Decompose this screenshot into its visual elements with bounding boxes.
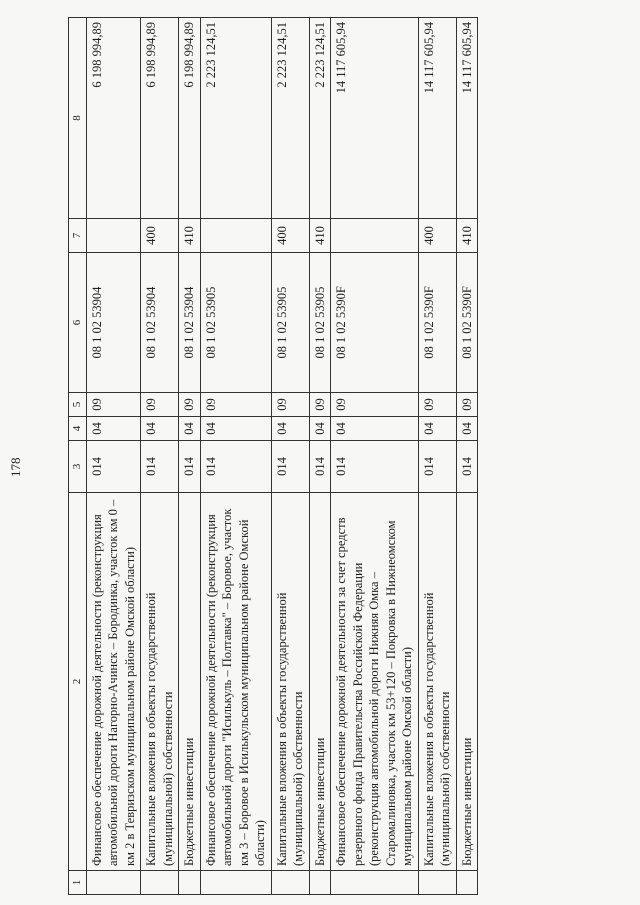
item-name-cell: Финансовое обеспечение дорожной деятельности (реконструкция автомобильной дороги "Исилькуль – Полтавка" – Боровое, участок км 3 – Боровое в Исилькульском муниципальном районе Омской области) <box>200 493 271 871</box>
section-cell: 04 <box>179 417 201 441</box>
row-number-cell <box>309 871 331 895</box>
expense-type-cell: 400 <box>271 219 309 253</box>
admin-code-cell: 014 <box>331 441 419 493</box>
subsection-cell: 09 <box>200 393 271 417</box>
column-number: 8 <box>69 18 87 219</box>
row-number-cell <box>86 871 141 895</box>
page-number: 178 <box>8 457 23 477</box>
table-row <box>271 18 309 895</box>
section-cell: 04 <box>141 417 179 441</box>
table-row <box>200 18 271 895</box>
column-number: 4 <box>69 417 87 441</box>
row-number-cell <box>179 871 201 895</box>
subsection-cell: 09 <box>179 393 201 417</box>
amount-cell: 2 223 124,51 <box>309 18 331 219</box>
subsection-cell: 09 <box>309 393 331 417</box>
amount-cell: 14 117 605,94 <box>331 18 419 219</box>
row-number-cell <box>456 871 478 895</box>
subsection-cell: 09 <box>271 393 309 417</box>
budget-table <box>68 17 478 895</box>
item-name-cell: Капитальные вложения в объекты государственной (муниципальной) собственности <box>141 493 179 871</box>
row-number-cell <box>200 871 271 895</box>
admin-code-cell: 014 <box>141 441 179 493</box>
column-number: 1 <box>69 871 87 895</box>
admin-code-cell: 014 <box>200 441 271 493</box>
row-number-cell <box>271 871 309 895</box>
column-number: 7 <box>69 219 87 253</box>
expense-type-cell <box>86 219 141 253</box>
expense-type-cell <box>331 219 419 253</box>
subsection-cell: 09 <box>331 393 419 417</box>
amount-cell: 14 117 605,94 <box>418 18 456 219</box>
expense-type-cell: 400 <box>141 219 179 253</box>
table-row <box>418 18 456 895</box>
amount-cell: 6 198 994,89 <box>179 18 201 219</box>
expense-type-cell: 410 <box>179 219 201 253</box>
table-row <box>456 18 478 895</box>
admin-code-cell: 014 <box>271 441 309 493</box>
column-number: 5 <box>69 393 87 417</box>
subsection-cell: 09 <box>141 393 179 417</box>
target-article-cell: 08 1 02 53905 <box>271 253 309 393</box>
item-name-cell: Бюджетные инвестиции <box>309 493 331 871</box>
table-row <box>86 18 141 895</box>
table-row <box>179 18 201 895</box>
column-number: 2 <box>69 493 87 871</box>
row-number-cell <box>331 871 419 895</box>
target-article-cell: 08 1 02 5390F <box>418 253 456 393</box>
amount-cell: 2 223 124,51 <box>200 18 271 219</box>
admin-code-cell: 014 <box>179 441 201 493</box>
expense-type-cell: 400 <box>418 219 456 253</box>
table-row <box>309 18 331 895</box>
item-name-cell: Бюджетные инвестиции <box>456 493 478 871</box>
section-cell: 04 <box>331 417 419 441</box>
admin-code-cell: 014 <box>309 441 331 493</box>
admin-code-cell: 014 <box>456 441 478 493</box>
row-number-cell <box>141 871 179 895</box>
column-number: 6 <box>69 253 87 393</box>
section-cell: 04 <box>418 417 456 441</box>
target-article-cell: 08 1 02 5390F <box>331 253 419 393</box>
column-number-row <box>69 18 87 895</box>
table-body <box>86 18 478 895</box>
column-number: 3 <box>69 441 87 493</box>
target-article-cell: 08 1 02 53905 <box>200 253 271 393</box>
row-number-cell <box>418 871 456 895</box>
subsection-cell: 09 <box>456 393 478 417</box>
admin-code-cell: 014 <box>418 441 456 493</box>
section-cell: 04 <box>271 417 309 441</box>
target-article-cell: 08 1 02 5390F <box>456 253 478 393</box>
section-cell: 04 <box>86 417 141 441</box>
subsection-cell: 09 <box>418 393 456 417</box>
section-cell: 04 <box>309 417 331 441</box>
target-article-cell: 08 1 02 53904 <box>86 253 141 393</box>
item-name-cell: Капитальные вложения в объекты государственной (муниципальной) собственности <box>271 493 309 871</box>
section-cell: 04 <box>200 417 271 441</box>
section-cell: 04 <box>456 417 478 441</box>
table-row <box>141 18 179 895</box>
target-article-cell: 08 1 02 53904 <box>141 253 179 393</box>
item-name-cell: Бюджетные инвестиции <box>179 493 201 871</box>
expense-type-cell <box>200 219 271 253</box>
subsection-cell: 09 <box>86 393 141 417</box>
amount-cell: 14 117 605,94 <box>456 18 478 219</box>
item-name-cell: Финансовое обеспечение дорожной деятельности (реконструкция автомобильной дороги Нагорно-Ачинск – Бородинка, участок км 0 – км 2 в Тевризском муниципальном районе Омской области) <box>86 493 141 871</box>
amount-cell: 2 223 124,51 <box>271 18 309 219</box>
item-name-cell: Финансовое обеспечение дорожной деятельности за счет средств резервного фонда Правительства Российской Федерации (реконструкция автомобильной дороги Нижняя Омка – Старомалиновка, участок км 53+120 – Покровка в Нижнеомском муниципальном районе Омской области) <box>331 493 419 871</box>
expense-type-cell: 410 <box>456 219 478 253</box>
item-name-cell: Капитальные вложения в объекты государственной (муниципальной) собственности <box>418 493 456 871</box>
target-article-cell: 08 1 02 53905 <box>309 253 331 393</box>
amount-cell: 6 198 994,89 <box>141 18 179 219</box>
amount-cell: 6 198 994,89 <box>86 18 141 219</box>
target-article-cell: 08 1 02 53904 <box>179 253 201 393</box>
expense-type-cell: 410 <box>309 219 331 253</box>
table-row <box>331 18 419 895</box>
admin-code-cell: 014 <box>86 441 141 493</box>
